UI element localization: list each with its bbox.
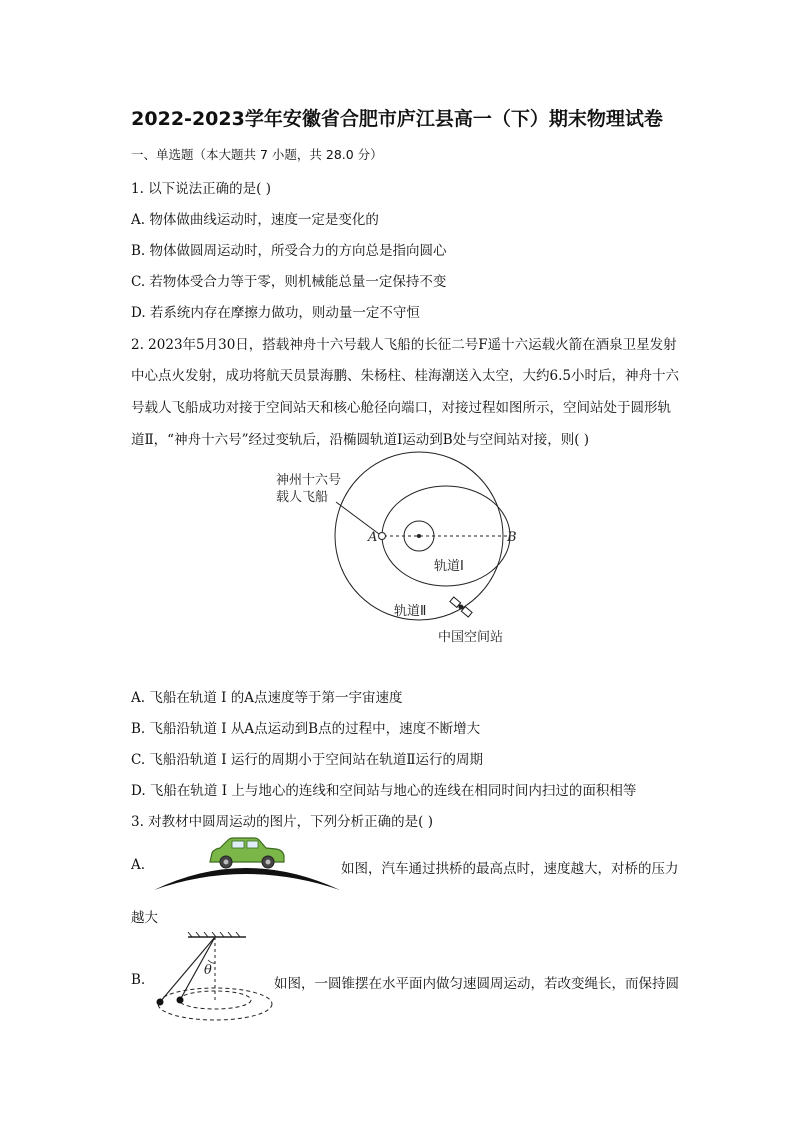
label-orbit-2: 轨道Ⅱ [394, 604, 427, 619]
arch-bridge [154, 868, 340, 890]
orbit-diagram [260, 448, 520, 653]
q3-option-a-label: A. [131, 857, 146, 873]
q3-option-b-label: B. [131, 972, 146, 988]
q2-option-d: D. 飞船在轨道 I 上与地心的连线和空间站与地心的连线在相同时间内扫过的面积相等 [131, 783, 637, 799]
q1-option-c: C. 若物体受合力等于零，则机械能总量一定保持不变 [131, 274, 447, 290]
label-ship-1: 神州十六号 [276, 473, 342, 488]
section-heading: 一、单选题（本大题共 7 小题，共 28.0 分） [131, 147, 383, 162]
space-station-icon [450, 597, 472, 617]
q1-option-b: B. 物体做圆周运动时，所受合力的方向总是指向圆心 [131, 243, 447, 259]
paper-title: 2022-2023学年安徽省合肥市庐江县高一（下）期末物理试卷 [131, 108, 663, 130]
label-point-a: A [368, 530, 378, 545]
ship-marker [379, 533, 386, 540]
car-bridge-figure [150, 836, 345, 894]
label-ship-2: 载人飞船 [276, 490, 329, 505]
theta-label: θ [204, 963, 212, 978]
q2-stem-line4: 道Ⅱ，“神舟十六号”经过变轨后，沿椭圆轨道I运动到B处与空间站对接，则( ) [131, 432, 590, 448]
bob-1 [157, 999, 164, 1006]
q1-stem: 1. 以下说法正确的是( ) [131, 181, 271, 197]
q3-option-b-text: 如图，一圆锥摆在水平面内做匀速圆周运动，若改变绳长，而保持圆 [274, 976, 679, 992]
q2-option-a: A. 飞船在轨道 I 的A点速度等于第一宇宙速度 [131, 690, 403, 706]
conical-pendulum-figure [150, 930, 275, 1025]
label-orbit-1: 轨道I [434, 559, 464, 574]
q1-option-a: A. 物体做曲线运动时，速度一定是变化的 [131, 212, 379, 228]
q2-stem-line2: 中心点火发射，成功将航天员景海鹏、朱杨柱、桂海潮送入太空，大约6.5小时后，神舟十六 [131, 368, 679, 384]
label-space-station: 中国空间站 [438, 630, 504, 645]
q3-option-a-continued: 越大 [131, 910, 158, 926]
q2-stem-line1: 2. 2023年5月30日，搭载神舟十六号载人飞船的长征二号F遥十六运载火箭在酒泉卫星发射 [131, 337, 677, 353]
q2-option-c: C. 飞船沿轨道 I 运行的周期小于空间站在轨道Ⅱ运行的周期 [131, 752, 484, 768]
q2-option-b: B. 飞船沿轨道 I 从A点运动到B点的过程中，速度不断增大 [131, 721, 481, 737]
q3-stem: 3. 对教材中圆周运动的图片，下列分析正确的是( ) [131, 814, 433, 830]
car-icon [210, 838, 284, 868]
q1-option-d: D. 若系统内存在摩擦力做功，则动量一定不守恒 [131, 305, 420, 321]
q3-option-a-text: 如图，汽车通过拱桥的最高点时，速度越大，对桥的压力 [341, 861, 679, 877]
bob-2 [177, 997, 184, 1004]
label-point-b: B [507, 530, 517, 545]
q2-stem-line3: 号载人飞船成功对接于空间站天和核心舱径向端口，对接过程如图所示，空间站处于圆形轨 [131, 400, 671, 416]
